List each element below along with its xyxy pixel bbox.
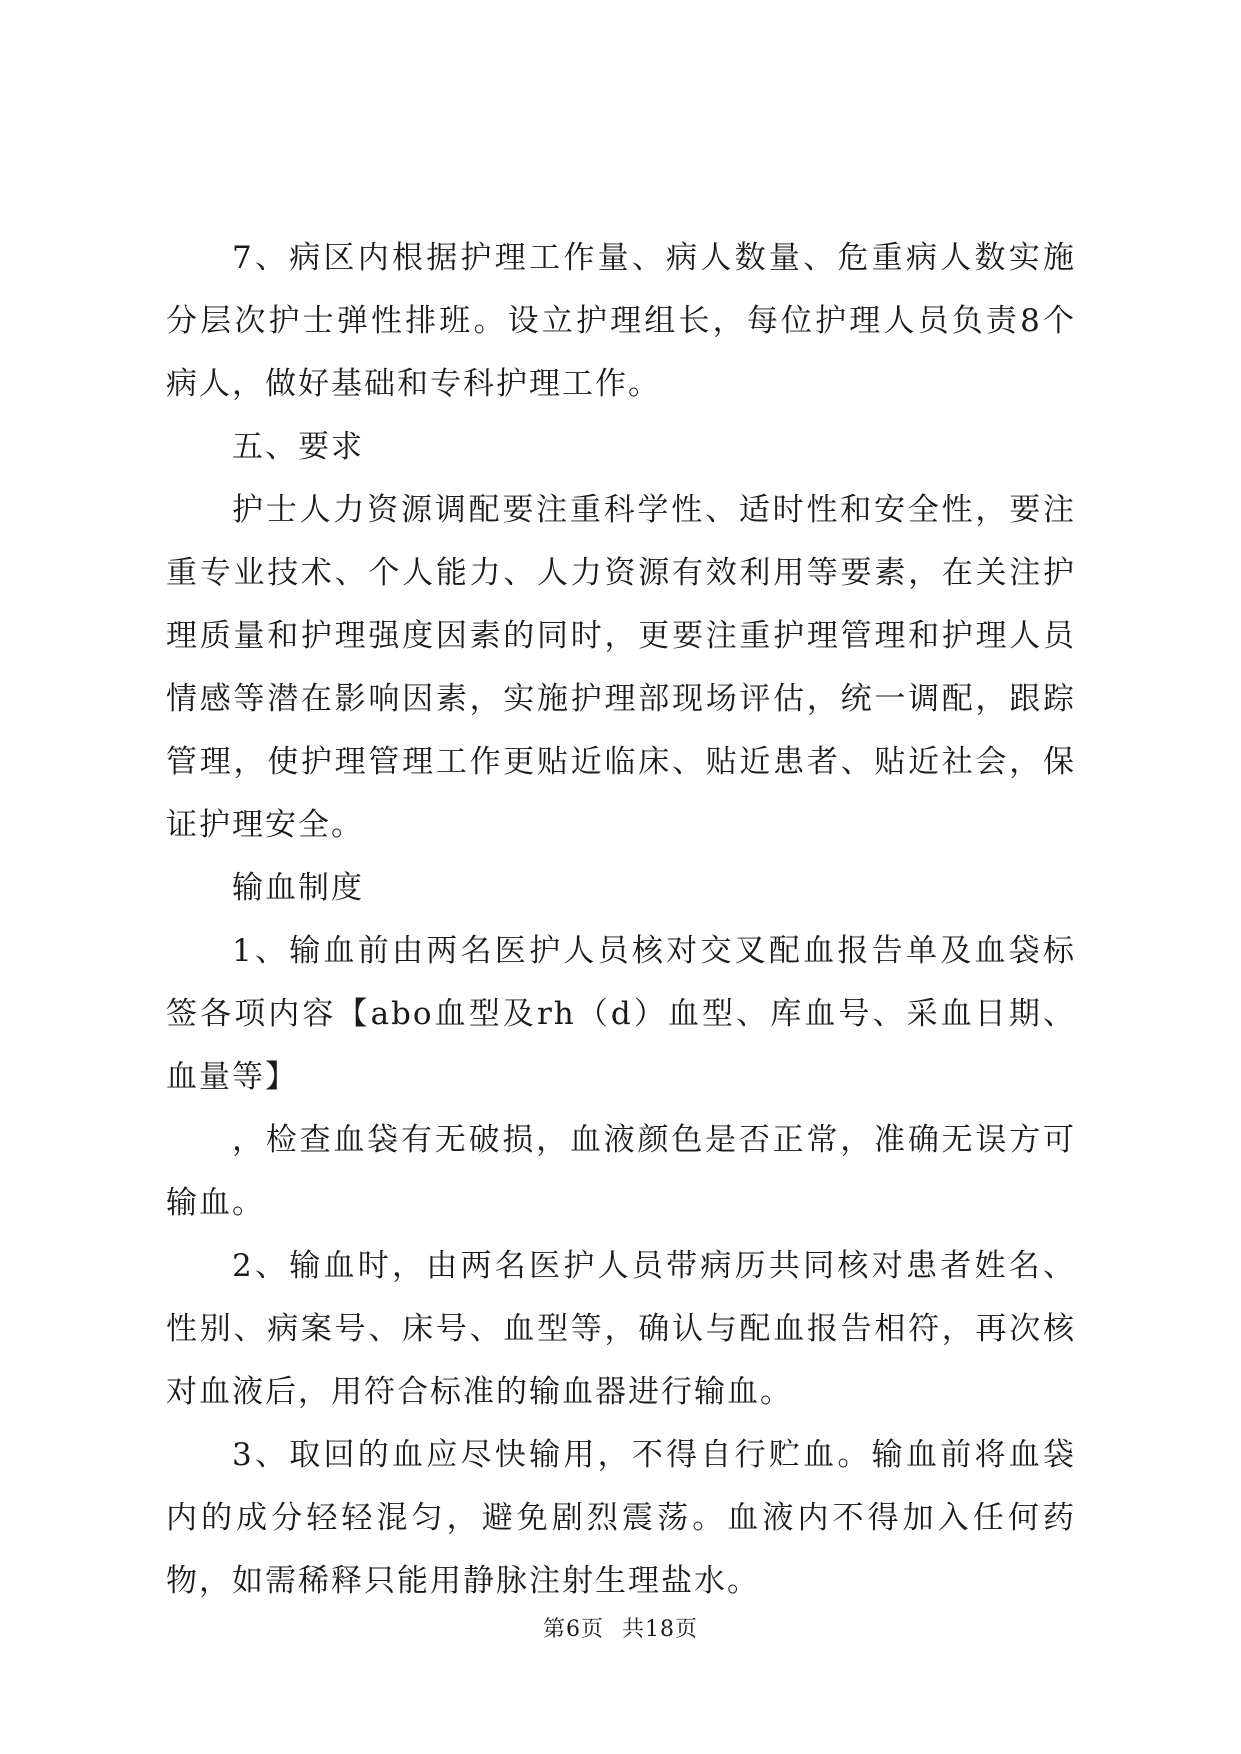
paragraph-transfusion-1-continued: ，检查血袋有无破损，血液颜色是否正常，准确无误方可输血。 — [166, 1122, 1076, 1221]
section-heading-transfusion: 输血制度 — [232, 870, 364, 906]
page-number: 第6页 — [543, 1617, 604, 1642]
paragraph-transfusion-3: 3、取回的血应尽快输用，不得自行贮血。输血前将血袋内的成分轻轻混匀，避免剧烈震荡。血液内不得加入任何药物，如需稀释只能用静脉注射生理盐水。 — [166, 1437, 1076, 1599]
page-total: 共18页 — [622, 1617, 698, 1642]
section-heading-requirements: 五、要求 — [232, 429, 364, 465]
paragraph-staff-scheduling: 7、病区内根据护理工作量、病人数量、危重病人数实施分层次护士弹性排班。设立护理组长，每位护理人员负责8个病人，做好基础和专科护理工作。 — [166, 240, 1076, 402]
document-body — [166, 227, 1076, 1613]
page-footer — [0, 1612, 1241, 1643]
paragraph-transfusion-2: 2、输血时，由两名医护人员带病历共同核对患者姓名、性别、病案号、床号、血型等，确认与配血报告相符，再次核对血液后，用符合标准的输血器进行输血。 — [166, 1248, 1076, 1410]
paragraph-transfusion-1: 1、输血前由两名医护人员核对交叉配血报告单及血袋标签各项内容【abo血型及rh（d）血型、库血号、采血日期、血量等】 — [166, 933, 1076, 1095]
paragraph-requirements: 护士人力资源调配要注重科学性、适时性和安全性，要注重专业技术、个人能力、人力资源有效利用等要素，在关注护理质量和护理强度因素的同时，更要注重护理管理和护理人员情感等潜在影响因素，实施护理部现场评估，统一调配，跟踪管理，使护理管理工作更贴近临床、贴近患者、贴近社会，保证护理安全。 — [166, 492, 1076, 843]
